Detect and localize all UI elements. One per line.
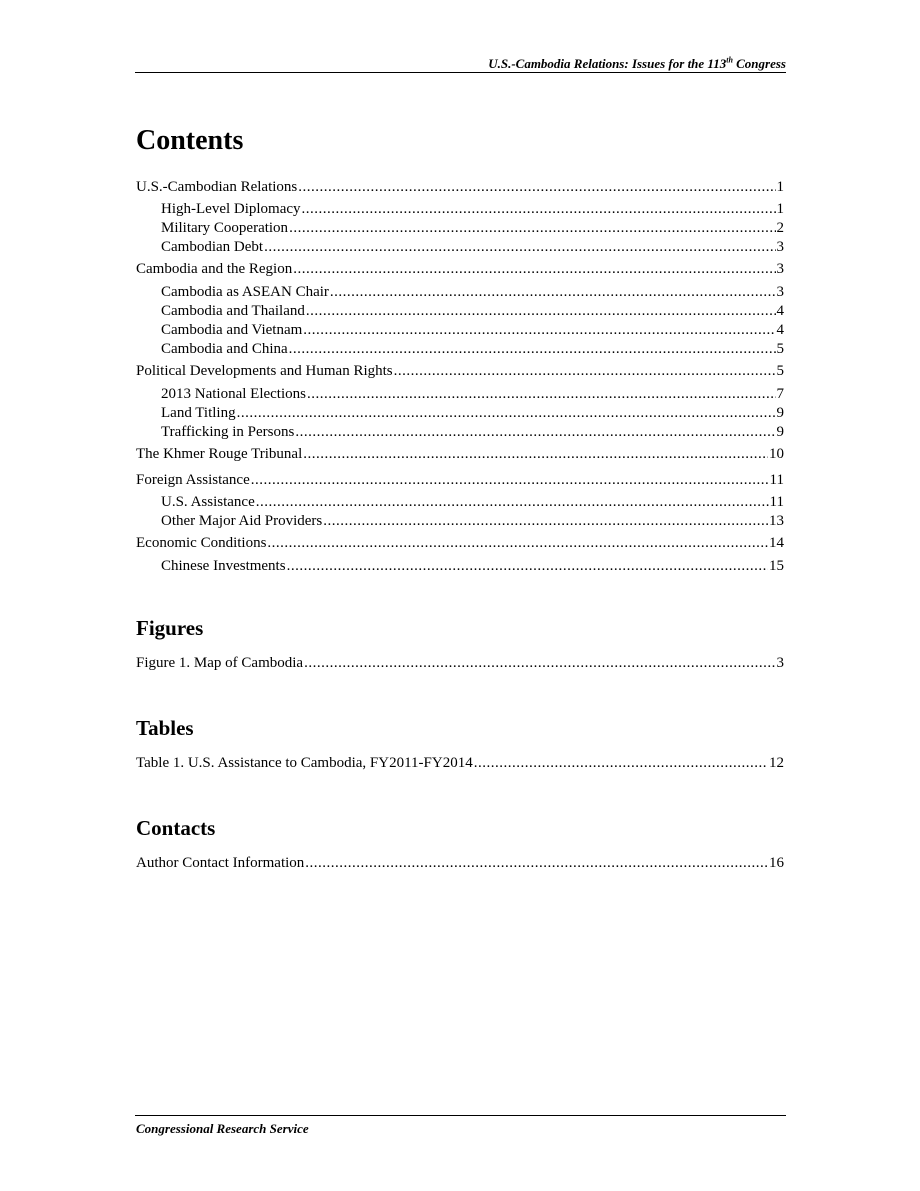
toc-entry-page: 15 [769,558,784,574]
dot-leader [394,362,776,380]
toc-entry[interactable] [136,471,784,489]
toc-entry-title: Cambodia and Thailand [161,303,305,319]
toc-entry-title: Cambodia as ASEAN Chair [161,284,329,300]
toc-entry[interactable] [161,238,784,256]
running-title [488,56,786,72]
toc-entry-page: 4 [776,303,784,319]
contacts-heading: Contacts [136,816,216,840]
toc-entry[interactable] [161,340,784,358]
toc-entry-title: Author Contact Information [136,855,305,871]
dot-leader [474,754,768,772]
dot-leader [303,321,775,339]
toc-entry-title: Land Titling [161,405,236,421]
dot-leader [304,654,775,672]
toc-entry[interactable] [161,200,784,218]
toc-entry-page: 12 [769,755,784,771]
contents-heading: Contents [136,125,244,156]
running-title-main: U.S.-Cambodia Relations: Issues for the 113 [488,56,727,71]
toc-entry-title: Figure 1. Map of Cambodia [136,655,304,671]
toc-entry-page: 3 [776,284,784,300]
toc-entry-page: 9 [776,424,784,440]
toc-entry-title: U.S.-Cambodian Relations [136,179,298,195]
toc-entry-page: 3 [776,239,784,255]
running-title-tail: Congress [732,56,786,71]
toc-entry-title: Chinese Investments [161,558,286,574]
toc-entry[interactable] [161,321,784,339]
toc-entry-title: Other Major Aid Providers [161,513,323,529]
dot-leader [289,340,776,358]
toc-entry[interactable] [136,654,784,672]
toc-entry[interactable] [161,219,784,237]
dot-leader [289,219,775,237]
toc-entry-title: Military Cooperation [161,220,289,236]
toc-entry-page: 4 [776,322,784,338]
toc-entry-title: Cambodia and the Region [136,261,293,277]
toc-entry-page: 7 [776,386,784,402]
toc-entry-title: High-Level Diplomacy [161,201,301,217]
toc-entry[interactable] [161,493,784,511]
footer-text: Congressional Research Service [136,1121,309,1136]
toc-entry[interactable] [161,404,784,422]
toc-entry[interactable] [136,362,784,380]
toc-entry-page: 3 [776,261,784,277]
toc-entry[interactable] [136,260,784,278]
toc-entry-title: Cambodia and Vietnam [161,322,303,338]
toc-entry-title: Trafficking in Persons [161,424,295,440]
toc-entry-page: 9 [776,405,784,421]
toc-entry[interactable] [161,423,784,441]
toc-entry-page: 13 [769,513,784,529]
dot-leader [298,178,775,196]
toc-entry[interactable] [161,385,784,403]
toc-entry-page: 11 [769,494,784,510]
dot-leader [330,283,776,301]
running-title-ordinal: th [726,55,733,65]
toc-entry-page: 16 [769,855,784,871]
dot-leader [256,493,769,511]
dot-leader [305,854,768,872]
toc-entry[interactable] [136,854,784,872]
toc-entry[interactable] [136,754,784,772]
figures-heading: Figures [136,616,204,640]
toc-entry[interactable] [136,445,784,463]
toc-entry-page: 11 [769,472,784,488]
toc-entry[interactable] [136,534,784,552]
toc-entry-title: Political Developments and Human Rights [136,363,393,379]
toc-entry-title: Foreign Assistance [136,472,250,488]
dot-leader [267,534,768,552]
toc-entry-page: 5 [776,341,784,357]
toc-entry-page: 1 [776,201,784,217]
dot-leader [302,200,776,218]
dot-leader [287,557,768,575]
dot-leader [307,385,776,403]
dot-leader [251,471,769,489]
page-footer [135,1115,786,1136]
toc-entry-page: 1 [776,179,784,195]
toc-entry[interactable] [161,302,784,320]
toc-entry[interactable] [136,178,784,196]
page-header [135,56,786,73]
dot-leader [295,423,775,441]
toc-entry-title: U.S. Assistance [161,494,255,510]
toc-entry-page: 14 [769,535,784,551]
tables-heading: Tables [136,716,194,740]
dot-leader [237,404,776,422]
toc-entry[interactable] [161,283,784,301]
toc-entry-page: 2 [776,220,784,236]
dot-leader [293,260,775,278]
toc-entry-page: 5 [776,363,784,379]
toc-entry-title: The Khmer Rouge Tribunal [136,446,303,462]
dot-leader [303,445,768,463]
toc-entry-page: 10 [769,446,784,462]
toc-entry-page: 3 [776,655,784,671]
toc-entry-title: Table 1. U.S. Assistance to Cambodia, FY2011-FY2014 [136,755,473,771]
toc-entry-title: 2013 National Elections [161,386,306,402]
toc-entry-title: Cambodia and China [161,341,288,357]
dot-leader [264,238,775,256]
toc-entry-title: Economic Conditions [136,535,267,551]
toc-entry-title: Cambodian Debt [161,239,264,255]
toc-entry[interactable] [161,557,784,575]
dot-leader [306,302,776,320]
toc-entry[interactable] [161,512,784,530]
dot-leader [323,512,768,530]
